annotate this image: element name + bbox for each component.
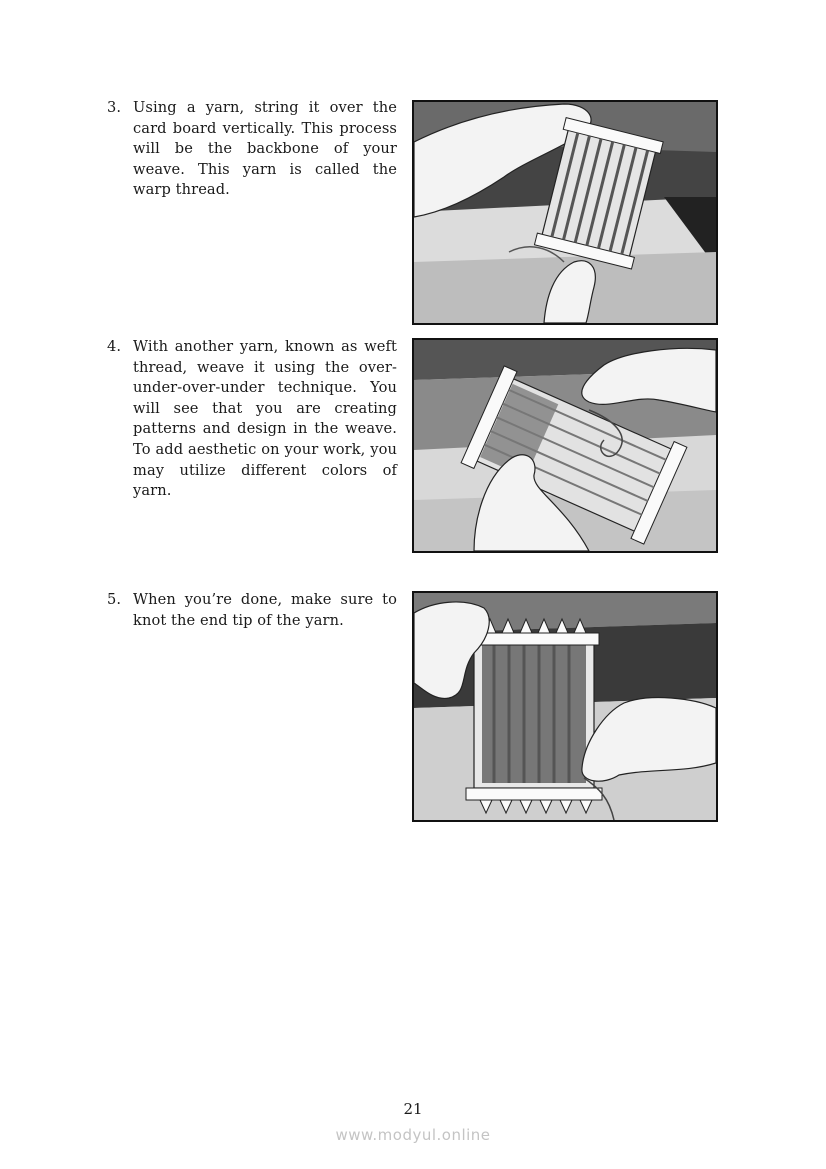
step-text: When you’re done, make sure to knot the end tip of the yarn. [133, 591, 397, 629]
step-5 [107, 590, 397, 631]
step-number: 3. [107, 99, 122, 116]
watermark: www.modyul.online [335, 1126, 491, 1144]
step-text: With another yarn, known as weft thread, weave it using the over-under-over-under technique. You will see that you are creating patterns and design in the weave. To add aesthetic on your work, you may utilize different colors of yarn. [133, 338, 397, 500]
warp-thread-illustration [412, 100, 718, 325]
step-text: Using a yarn, string it over the card board vertically. This process will be the backbone of your weave. This yarn is called the warp thread. [133, 99, 397, 199]
step-number: 5. [107, 591, 122, 608]
page-number: 21 [403, 1100, 423, 1118]
step-3 [107, 98, 397, 201]
weft-thread-illustration [412, 338, 718, 553]
finished-weave-illustration [412, 591, 718, 822]
step-4 [107, 337, 397, 502]
step-number: 4. [107, 338, 122, 355]
